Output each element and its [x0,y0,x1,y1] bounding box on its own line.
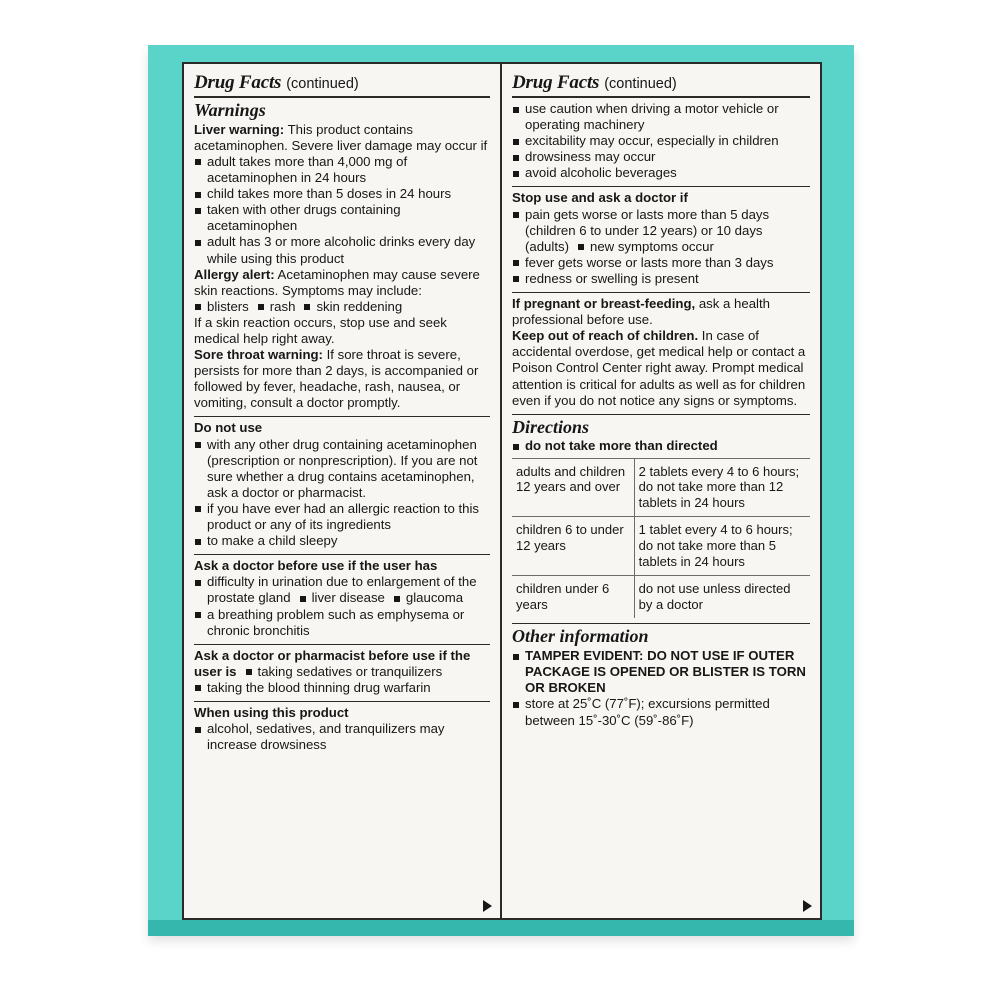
list-item: adult takes more than 4,000 mg of acetaminophen in 24 hours [194,154,490,186]
allergy-alert-paragraph [194,267,490,299]
table-row [512,576,810,619]
do-not-use-list [194,437,490,550]
sore-throat-text: If sore throat is severe, persists for more than 2 days, is accompanied or followed by fever, headache, rash, nausea, or vomiting, consult a doctor promptly. [194,347,479,411]
ask-doctor-item-prostate: difficulty in urination due to enlargement of the prostate gland [207,574,477,606]
dosage-amount: do not use unless directed by a doctor [634,576,810,619]
allergy-alert-text: Acetaminophen may cause severe skin reactions. Symptoms may include: [194,266,480,298]
do-not-use-title: Do not use [194,420,263,436]
list-item: taking sedatives or tranquilizers [245,664,443,680]
dosage-group: children under 6 years [512,576,634,619]
list-item: drowsiness may occur [512,149,810,165]
sore-throat-paragraph [194,347,490,411]
table-row [512,517,810,576]
stop-use-new-symptoms: new symptoms occur [577,239,714,255]
right-drug-facts-continued: (continued) [604,76,677,92]
list-item: adult has 3 or more alcoholic drinks every day while using this product [194,234,490,266]
divider [512,414,810,415]
list-item: TAMPER EVIDENT: DO NOT USE IF OUTER PACKAGE IS OPENED OR BLISTER IS TORN OR BROKEN [512,648,810,696]
pregnancy-warning-text: ask a health professional before use. [512,296,770,328]
right-drug-facts-header [512,72,810,98]
list-item: taking the blood thinning drug warfarin [194,680,490,696]
left-drug-facts-continued: (continued) [286,76,359,92]
table-row [512,458,810,517]
drug-facts-right-column [502,64,820,918]
list-item [512,207,810,255]
list-item: skin reddening [303,299,402,315]
drug-facts-panel [182,62,822,920]
sore-throat-lead: Sore throat warning: [194,347,323,363]
allergy-alert-lead: Allergy alert: [194,266,275,282]
right-drug-facts-title: Drug Facts [512,72,600,93]
divider [194,644,490,645]
other-information-list [512,648,810,728]
divider [512,292,810,293]
list-item: child takes more than 5 doses in 24 hours [194,186,490,202]
list-item [194,574,490,606]
divider [194,701,490,702]
pregnancy-warning [512,296,810,328]
dosage-group: children 6 to under 12 years [512,517,634,576]
list-item: store at 25˚C (77˚F); excursions permitted between 15˚-30˚C (59˚-86˚F) [512,696,810,728]
list-item: with any other drug containing acetaminophen (prescription or nonprescription). If you are not sure whether a drug contains acetaminophen, ask a doctor or pharmacist. [194,437,490,501]
when-using-continued-list [512,101,810,181]
list-item: taken with other drugs containing acetaminophen [194,202,490,234]
stop-use-title: Stop use and ask a doctor if [512,190,688,206]
allergy-alert-followup: If a skin reaction occurs, stop use and seek medical help right away. [194,314,447,347]
liver-warning-lead: Liver warning: [194,121,285,137]
ask-doctor-item-glaucoma: glaucoma [393,590,463,606]
divider [194,416,490,417]
ask-doctor-list [194,574,490,638]
divider [194,554,490,555]
directions-title: Directions [512,416,590,437]
liver-warning-text: This product contains acetaminophen. Severe liver damage may occur if [194,121,488,153]
stop-use-list [512,207,810,287]
left-drug-facts-title: Drug Facts [194,72,282,93]
continuation-arrow-icon [803,900,812,912]
stop-use-pain-text: pain gets worse or lasts more than 5 days (children 6 to under 12 years) or 10 days (adults) [525,206,770,254]
list-item: to make a child sleepy [194,533,490,549]
liver-warning-list [194,154,490,267]
dosage-group: adults and children 12 years and over [512,458,634,517]
dosage-amount: 2 tablets every 4 to 6 hours; do not take more than 12 tablets in 24 hours [634,458,810,517]
ask-pharmacist-list [194,680,490,696]
liver-warning-paragraph [194,122,490,154]
other-information-title: Other information [512,626,649,647]
divider [512,186,810,187]
left-drug-facts-header [194,72,490,98]
dosage-table [512,458,810,619]
warnings-title: Warnings [194,100,266,120]
ask-doctor-item-liver: liver disease [299,590,385,606]
list-item: use caution when driving a motor vehicle or operating machinery [512,101,810,133]
keep-out-lead: Keep out of reach of children. [512,328,699,344]
pregnancy-warning-lead: If pregnant or breast-feeding, [512,296,696,312]
list-item: alcohol, sedatives, and tranquilizers may increase drowsiness [194,721,490,753]
directions-note-list [512,438,810,454]
ask-pharmacist-title: Ask a doctor or pharmacist before use if the user is [194,647,471,679]
dosage-amount: 1 tablet every 4 to 6 hours; do not take more than 5 tablets in 24 hours [634,517,810,576]
list-item: a breathing problem such as emphysema or chronic bronchitis [194,607,490,639]
keep-out-of-reach-warning [512,328,810,408]
divider [512,623,810,624]
list-item: do not take more than directed [512,438,810,454]
list-item: blisters [194,299,249,315]
when-using-list [194,721,490,753]
list-item: rash [257,299,296,315]
drug-facts-left-column [184,64,502,918]
list-item: avoid alcoholic beverages [512,165,810,181]
ask-pharmacist-block [194,648,490,680]
list-item: if you have ever had an allergic reaction to this product or any of its ingredients [194,501,490,533]
keep-out-text: In case of accidental overdose, get medical help or contact a Poison Control Center right away. Prompt medical attention is critical for adults as well as for children even if you do not notice any signs or symptoms. [512,328,806,408]
list-item: redness or swelling is present [512,271,810,287]
ask-doctor-title: Ask a doctor before use if the user has [194,558,438,574]
when-using-title: When using this product [194,704,349,720]
product-box-shadow-strip [148,920,854,936]
continuation-arrow-icon [483,900,492,912]
allergy-symptom-list [194,299,490,315]
list-item: fever gets worse or lasts more than 3 days [512,255,810,271]
list-item: excitability may occur, especially in children [512,133,810,149]
